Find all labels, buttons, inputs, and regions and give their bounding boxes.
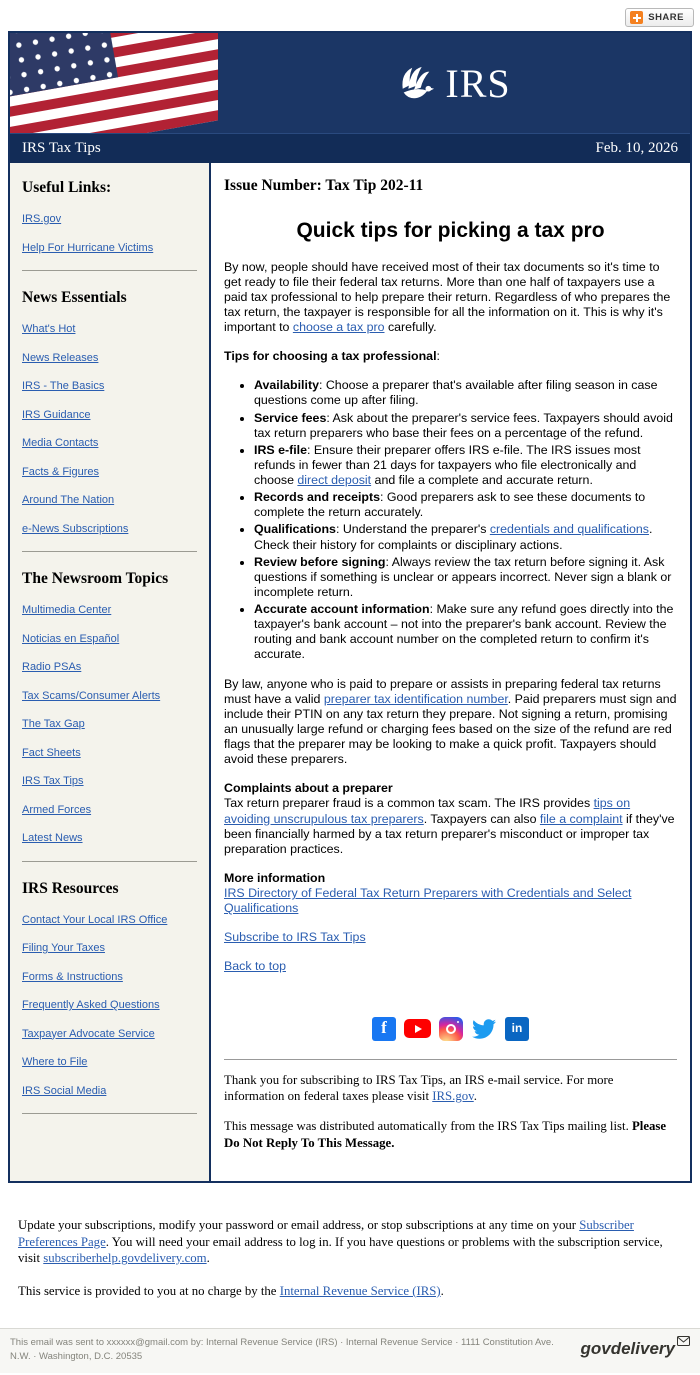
thanks-paragraph: [224, 1072, 677, 1105]
title-date-bar: [10, 133, 690, 163]
text-segment: : Always review the tax return before signing it. Ask questions if something is unclear or appears incorrect. Never sign a blank or incomplete return.: [254, 554, 672, 599]
text-segment: Qualifications: [254, 522, 336, 537]
sidebar-link-news-releases[interactable]: News Releases: [22, 351, 99, 364]
sidebar-link-latest-news[interactable]: Latest News: [22, 832, 83, 844]
sidebar-link-faq[interactable]: Frequently Asked Questions: [22, 999, 160, 1011]
text-segment: Records and receipts: [254, 490, 381, 505]
sidebar: [10, 163, 211, 1181]
update-subscriptions-paragraph: [18, 1217, 680, 1267]
social-icons-row: [224, 1017, 677, 1041]
twitter-bird-glyph: [472, 1017, 496, 1041]
text-segment: : Choose a preparer that's available after filing season in case questions come up after filing.: [254, 378, 658, 408]
sidebar-divider: [22, 270, 197, 271]
content-columns: [10, 163, 690, 1181]
irs-logo: [218, 33, 690, 133]
sidebar-link-where-to-file[interactable]: Where to File: [22, 1056, 88, 1068]
tip-item-service-fees: [254, 411, 677, 441]
tip-item-account-info: [254, 602, 677, 663]
text-segment: Tax return preparer fraud is a common tax scam. The IRS provides: [224, 796, 594, 811]
sidebar-link-whats-hot[interactable]: What's Hot: [22, 323, 76, 335]
inline-link[interactable]: preparer tax identification number: [323, 691, 508, 706]
tips-list: [224, 378, 677, 662]
text-segment: carefully.: [384, 320, 437, 335]
text-segment: Thank you for subscribing to IRS Tax Tips, an IRS e-mail service. For more information on federal taxes please visit: [224, 1072, 614, 1103]
issue-date: Feb. 10, 2026: [595, 140, 678, 156]
twitter-icon[interactable]: [471, 1017, 497, 1041]
subscribe-link[interactable]: Subscribe to IRS Tax Tips: [224, 930, 366, 945]
sidebar-link-enews[interactable]: e-News Subscriptions: [22, 522, 129, 535]
directory-link[interactable]: IRS Directory of Federal Tax Return Preparers with Credentials and Select Qualifications: [224, 886, 632, 916]
sidebar-link-tax-tips[interactable]: IRS Tax Tips: [22, 775, 84, 787]
text-segment: Review before signing: [254, 554, 386, 569]
sidebar-link-tax-gap[interactable]: The Tax Gap: [22, 718, 85, 730]
youtube-icon[interactable]: [404, 1019, 431, 1038]
sidebar-link-irs-gov[interactable]: IRS.gov: [22, 213, 62, 225]
sidebar-link-irs-basics[interactable]: IRS - The Basics: [22, 380, 105, 392]
text-segment: By law, anyone who is paid to prepare or assists in preparing federal tax returns must have a valid: [224, 676, 661, 706]
sidebar-section-title-irs-resources: IRS Resources: [22, 879, 119, 897]
distribution-paragraph: [224, 1118, 677, 1151]
law-paragraph: [224, 677, 677, 768]
sent-to-text: This email was sent to xxxxxx@gmail.com by: Internal Revenue Service (IRS) · Internal Revenue Service · 1111 Constitution Ave. N.W. · Washington, D.C. 20535: [10, 1336, 554, 1362]
text-segment: : Ensure their preparer offers IRS e-file. The IRS issues most refunds in fewer than 21 days for taxpayers who file electronically and choose: [254, 442, 641, 488]
sidebar-link-advocate[interactable]: Taxpayer Advocate Service: [22, 1027, 155, 1040]
text-segment: . You will need your email address to log in. If you have questions or problems with the subscription service, visit: [18, 1234, 663, 1266]
subscribe-paragraph: [224, 930, 677, 945]
share-button[interactable]: [625, 8, 694, 27]
govdelivery-wordmark: govdelivery: [580, 1338, 675, 1358]
text-segment: .: [473, 1088, 477, 1103]
inline-link[interactable]: tips on avoiding unscrupulous tax preparers: [224, 796, 631, 826]
us-flag-image: [10, 33, 218, 133]
text-segment: Tips for choosing a tax professional: [224, 349, 437, 364]
inline-link[interactable]: file a complaint: [539, 811, 623, 826]
text-segment: : Understand the preparer's: [335, 522, 490, 537]
text-segment: and file a complete and accurate return.: [371, 473, 593, 488]
back-to-top-link[interactable]: Back to top: [224, 959, 286, 974]
envelope-icon: [677, 1336, 690, 1346]
sidebar-section-title-news-essentials: News Essentials: [22, 289, 127, 306]
header-banner: [10, 33, 690, 133]
irs-logo-text: IRS: [445, 60, 511, 106]
share-label: SHARE: [648, 12, 684, 23]
complaints-heading: Complaints about a preparer: [224, 781, 393, 796]
sidebar-divider: [22, 551, 197, 552]
inline-link[interactable]: credentials and qualifications: [489, 522, 649, 537]
text-segment: Update your subscriptions, modify your password or email address, or stop subscriptions at any time on your: [18, 1218, 580, 1233]
youtube-play-glyph: [415, 1025, 422, 1033]
text-segment: : Good preparers ask to see these documents to complete the return accurately.: [254, 490, 646, 520]
instagram-flash-glyph: [457, 1021, 460, 1024]
sidebar-link-armed-forces[interactable]: Armed Forces: [22, 803, 92, 816]
sidebar-section-title-useful-links: Useful Links:: [22, 179, 112, 196]
main-content: [211, 163, 690, 1181]
text-segment: By now, people should have received most of their tax documents so it's time to get ready to file their federal tax returns. More than one half of taxpayers use a paid tax professional to help prepare their return. Regardless of who prepares the tax return, the taxpayer is responsible for all the information on it. This is why it's important to: [224, 259, 671, 335]
text-segment: . Taxpayers can also: [423, 811, 540, 826]
irs-eagle-icon: [397, 64, 435, 102]
sidebar-link-around-nation[interactable]: Around The Nation: [22, 494, 115, 506]
text-segment: Service fees: [254, 410, 327, 425]
sidebar-link-multimedia[interactable]: Multimedia Center: [22, 604, 112, 616]
tip-item-qualifications: [254, 522, 677, 552]
us-flag-icon: [10, 33, 218, 133]
inline-link[interactable]: IRS.gov: [432, 1088, 474, 1103]
back-to-top-paragraph: [224, 959, 677, 974]
sidebar-link-radio-psas[interactable]: Radio PSAs: [22, 661, 82, 673]
article-title: Quick tips for picking a tax pro: [296, 218, 605, 242]
sidebar-divider: [22, 861, 197, 862]
inline-link[interactable]: subscriberhelp.govdelivery.com: [43, 1251, 207, 1266]
newsletter-title: IRS Tax Tips: [22, 140, 101, 156]
tips-heading: [224, 349, 677, 364]
text-segment: .: [206, 1251, 210, 1266]
subscription-footer: [0, 1183, 700, 1300]
text-segment: if they've been financially harmed by a tax return preparer's misconduct or improper tax preparation practices.: [224, 811, 675, 856]
text-segment: Availability: [254, 378, 319, 393]
inline-link[interactable]: choose a tax pro: [292, 320, 385, 335]
share-plus-icon: [630, 11, 643, 24]
sidebar-link-noticias[interactable]: Noticias en Español: [22, 632, 120, 645]
main-divider: [224, 1059, 677, 1060]
tip-item-review: [254, 555, 677, 600]
sidebar-link-irs-guidance[interactable]: IRS Guidance: [22, 408, 91, 421]
text-segment: :: [436, 349, 440, 364]
intro-paragraph: [224, 260, 677, 336]
text-segment: This message was distributed automatically from the IRS Tax Tips mailing list.: [224, 1119, 632, 1134]
text-segment: . Paid preparers must sign and include their PTIN on any tax return they prepare. Not signing a return, promising an unusually large refund or charging fees based on the size of the refund are red flags that the preparer may be looking to make a quick profit. Taxpayers should avoid these preparers.: [224, 691, 677, 767]
tip-item-efile: [254, 443, 677, 488]
instagram-lens-glyph: [446, 1024, 456, 1034]
text-segment: : Ask about the preparer's service fees. Taxpayers should avoid tax return preparers who base their fees on a percentage of the refund.: [254, 410, 673, 440]
sidebar-link-facts-figures[interactable]: Facts & Figures: [22, 465, 100, 478]
sidebar-link-hurricane[interactable]: Help For Hurricane Victims: [22, 241, 154, 254]
sidebar-link-media-contacts[interactable]: Media Contacts: [22, 437, 99, 449]
instagram-icon[interactable]: [439, 1017, 463, 1041]
sidebar-link-social-media[interactable]: IRS Social Media: [22, 1084, 107, 1097]
inline-link[interactable]: Subscriber Preferences Page: [18, 1218, 634, 1249]
sidebar-link-local-office[interactable]: Contact Your Local IRS Office: [22, 913, 168, 926]
govdelivery-logo: [581, 1336, 691, 1365]
linkedin-icon[interactable]: in: [505, 1017, 529, 1041]
text-segment: Please Do Not Reply To This Message.: [224, 1119, 667, 1150]
more-information-heading: More information: [224, 870, 326, 885]
text-segment: . Check their history for complaints or disciplinary actions.: [254, 522, 653, 552]
inline-link[interactable]: Internal Revenue Service (IRS): [279, 1283, 441, 1298]
sidebar-link-fact-sheets[interactable]: Fact Sheets: [22, 746, 81, 759]
sidebar-link-filing-taxes[interactable]: Filing Your Taxes: [22, 942, 105, 954]
sidebar-divider: [22, 1113, 197, 1114]
text-segment: This service is provided to you at no charge by the: [18, 1283, 280, 1298]
text-segment: IRS e-file: [254, 442, 308, 457]
directory-link-paragraph: [224, 886, 677, 916]
sidebar-link-forms[interactable]: Forms & Instructions: [22, 970, 123, 983]
top-strip: [0, 0, 700, 31]
complaints-paragraph: [224, 796, 677, 857]
sidebar-link-tax-scams[interactable]: Tax Scams/Consumer Alerts: [22, 689, 161, 702]
tip-item-records: [254, 490, 677, 520]
email-container: [8, 31, 692, 1183]
sidebar-section-title-newsroom-topics: The Newsroom Topics: [22, 570, 169, 587]
text-segment: .: [440, 1283, 444, 1298]
facebook-icon[interactable]: f: [372, 1017, 396, 1041]
issue-number: Issue Number: Tax Tip 202-11: [224, 177, 424, 194]
text-segment: Accurate account information: [254, 602, 430, 617]
service-provided-paragraph: [18, 1283, 680, 1300]
tip-item-availability: [254, 378, 677, 408]
inline-link[interactable]: direct deposit: [297, 473, 372, 488]
bottom-bar: [0, 1328, 700, 1374]
text-segment: : Make sure any refund goes directly into the taxpayer's bank account – not into the preparer's bank account. Review the routing and bank account number on the completed return to confirm it's accurate.: [254, 602, 674, 662]
